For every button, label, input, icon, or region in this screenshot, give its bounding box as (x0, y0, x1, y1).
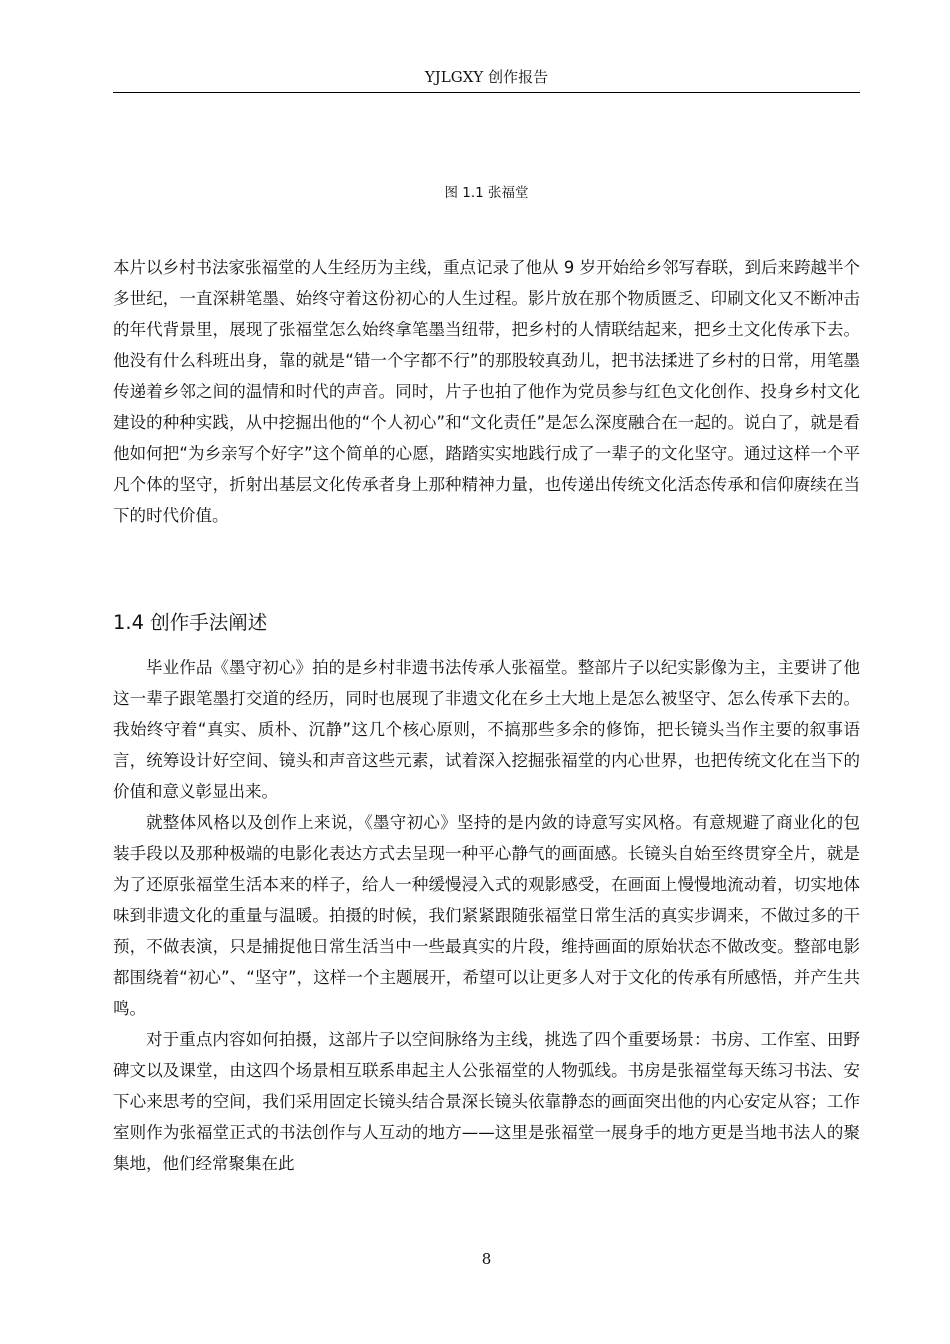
section-paragraph: 毕业作品《墨守初心》拍的是乡村非遗书法传承人张福堂。整部片子以纪实影像为主，主要讲了他这一辈子跟笔墨打交道的经历，同时也展现了非遗文化在乡土大地上是怎么被坚守、怎么传承下去的。我始终守着“真实、质朴、沉静”这几个核心原则，不搞那些多余的修饰，把长镜头当作主要的叙事语言，统筹设计好空间、镜头和声音这些元素，试着深入挖掘张福堂的内心世界，也把传统文化在当下的价值和意义彰显出来。 (113, 658, 860, 801)
section-paragraph: 对于重点内容如何拍摄，这部片子以空间脉络为主线，挑选了四个重要场景：书房、工作室、田野碑文以及课堂，由这四个场景相互联系串起主人公张福堂的人物弧线。书房是张福堂每天练习书法、安下心来思考的空间，我们采用固定长镜头结合景深长镜头依靠静态的画面突出他的内心安定从容；工作室则作为张福堂正式的书法创作与人互动的地方——这里是张福堂一展身手的地方更是当地书法人的聚集地，他们经常聚集在此 (113, 1030, 860, 1173)
page-number: 8 (481, 1250, 492, 1268)
intro-paragraph: 本片以乡村书法家张福堂的人生经历为主线，重点记录了他从 9 岁开始给乡邻写春联，到后来跨越半个多世纪，一直深耕笔墨、始终守着这份初心的人生过程。影片放在那个物质匮乏、印刷文化又不断冲击的年代背景里，展现了张福堂怎么始终拿笔墨当纽带，把乡村的人情联结起来，把乡土文化传承下去。他没有什么科班出身，靠的就是“错一个字都不行”的那股较真劲儿，把书法揉进了乡村的日常，用笔墨传递着乡邻之间的温情和时代的声音。同时，片子也拍了他作为党员参与红色文化创作、投身乡村文化建设的种种实践，从中挖掘出他的“个人初心”和“文化责任”是怎么深度融合在一起的。说白了，就是看他如何把“为乡亲写个好字”这个简单的心愿，踏踏实实地践行成了一辈子的文化坚守。通过这样一个平凡个体的坚守，折射出基层文化传承者身上那种精神力量，也传递出传统文化活态传承和信仰赓续在当下的时代价值。 (113, 258, 860, 525)
section-heading: 1.4 创作手法阐述 (113, 611, 268, 634)
header-divider (113, 92, 860, 93)
section-paragraph: 就整体风格以及创作上来说，《墨守初心》坚持的是内敛的诗意写实风格。有意规避了商业化的包装手段以及那种极端的电影化表达方式去呈现一种平心静气的画面感。长镜头自始至终贯穿全片，就是为了还原张福堂生活本来的样子，给人一种缓慢浸入式的观影感受，在画面上慢慢地流动着，切实地体味到非遗文化的重量与温暖。拍摄的时候，我们紧紧跟随张福堂日常生活的真实步调来，不做过多的干预，不做表演，只是捕捉他日常生活当中一些最真实的片段，维持画面的原始状态不做改变。整部电影都围绕着“初心”、“坚守”，这样一个主题展开，希望可以让更多人对于文化的传承有所感悟，并产生共鸣。 (113, 813, 860, 1018)
running-header-title: YJLGXY 创作报告 (424, 68, 549, 86)
section-body (113, 652, 860, 1179)
figure-caption: 图 1.1 张福堂 (444, 185, 529, 201)
